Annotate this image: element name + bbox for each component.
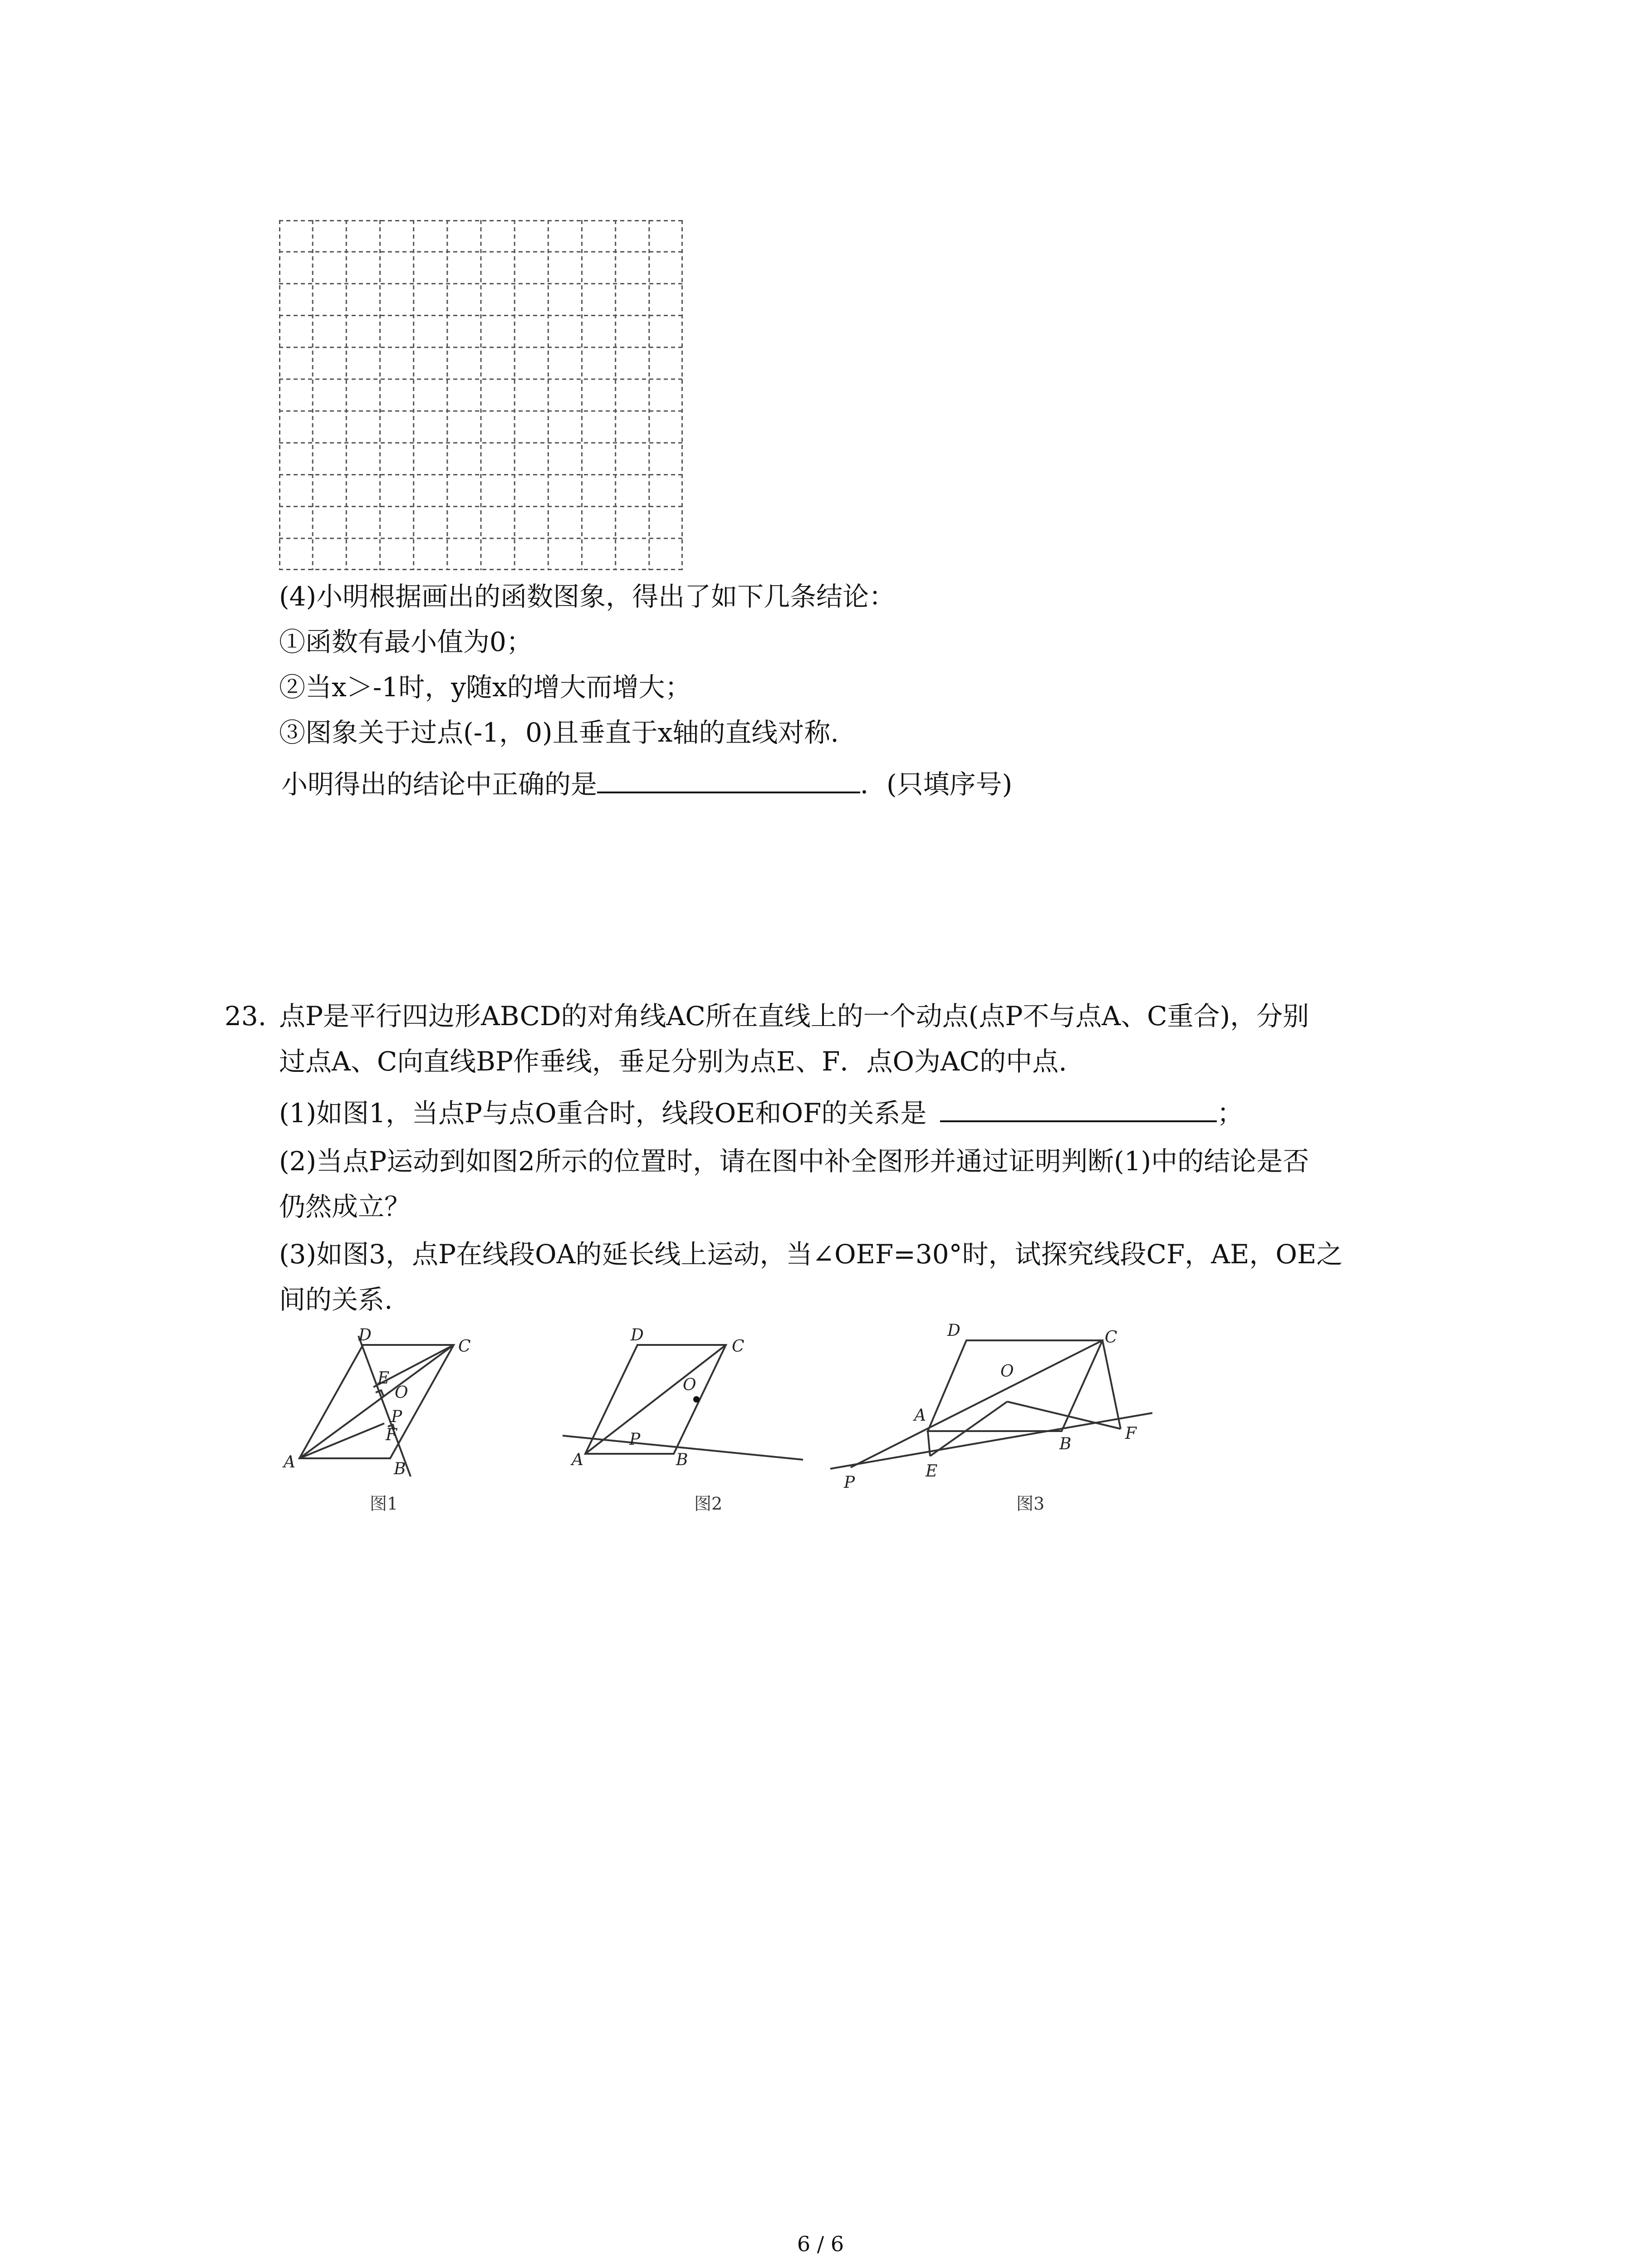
fig1-label-c: C — [458, 1337, 471, 1356]
q23-sub3-line1: (3)如图3，点P在线段OA的延长线上运动，当∠OEF=30°时，试探究线段CF，AE，OE之 — [279, 1239, 1343, 1270]
part4-intro: (4)小明根据画出的函数图象，得出了如下几条结论： — [279, 581, 896, 612]
fig2-midpoint-o — [693, 1396, 700, 1403]
q23-stem-line2: 过点A、C向直线BP作垂线，垂足分别为点E、F．点O为AC的中点. — [279, 1046, 1067, 1077]
fig3-label-b: B — [1059, 1435, 1072, 1453]
fig1-label-a: A — [284, 1453, 295, 1471]
fig2-label-b: B — [676, 1451, 688, 1469]
fig2-label-p: P — [629, 1430, 641, 1449]
fig3-label-d: D — [947, 1321, 960, 1340]
page-number: 6 / 6 — [797, 2232, 844, 2256]
fig3-label-f: F — [1125, 1424, 1136, 1443]
part4-question — [281, 764, 1012, 802]
fig1-label-p: P — [391, 1408, 402, 1426]
fig3-label-o: O — [1000, 1362, 1014, 1381]
fig2-label-d: D — [631, 1326, 644, 1344]
fig3-label-e: E — [926, 1462, 938, 1481]
q23-sub1 — [279, 1093, 1243, 1131]
answer-blank-part4[interactable] — [597, 764, 860, 793]
fig2-label-a: A — [572, 1451, 583, 1469]
part4-item3: ③图象关于过点(-1，0)且垂直于x轴的直线对称. — [279, 717, 839, 748]
fig3-label-c: C — [1105, 1328, 1117, 1347]
answer-blank-q23-1[interactable] — [940, 1093, 1217, 1122]
part4-question-suffix: ．(只填序号) — [860, 769, 1013, 800]
fig1-label-d: D — [358, 1326, 372, 1344]
fig1-label-o: O — [395, 1383, 408, 1402]
fig1-label-e: E — [377, 1369, 390, 1388]
dashed-grid — [279, 220, 683, 570]
fig1-label-f: F — [386, 1426, 397, 1444]
q23-sub1-suffix: ； — [1217, 1098, 1244, 1129]
q23-sub2-line2: 仍然成立？ — [279, 1191, 411, 1222]
fig3-label-a: A — [914, 1406, 926, 1425]
part4-item1: ①函数有最小值为0； — [279, 626, 533, 657]
part4-item2: ②当x＞-1时，y随x的增大而增大； — [279, 672, 691, 703]
figure-1 — [272, 1320, 535, 1515]
q23-stem-line1: 点P是平行四边形ABCD的对角线AC所在直线上的一个动点(点P不与点A、C重合)，分别 — [279, 1001, 1309, 1031]
q23-number: 23. — [225, 1001, 267, 1031]
q23-sub3-line2: 间的关系. — [279, 1284, 393, 1315]
fig2-caption: 图2 — [694, 1494, 723, 1514]
figure-1-lines — [299, 1336, 454, 1476]
q23-sub1-text: (1)如图1，当点P与点O重合时，线段OE和OF的关系是 — [279, 1098, 927, 1129]
fig3-caption: 图3 — [1016, 1494, 1045, 1514]
fig2-label-o: O — [683, 1376, 696, 1394]
figure-2 — [558, 1320, 821, 1515]
part4-question-text: 小明得出的结论中正确的是 — [281, 769, 598, 800]
q23-sub2-line1: (2)当点P运动到如图2所示的位置时，请在图中补全图形并通过证明判断(1)中的结论是否 — [279, 1146, 1309, 1177]
figure-3-lines — [830, 1340, 1152, 1469]
fig1-caption: 图1 — [370, 1494, 398, 1514]
figure-3 — [830, 1315, 1166, 1515]
fig2-label-c: C — [732, 1337, 745, 1356]
fig3-label-p: P — [844, 1473, 855, 1492]
figure-2-lines — [563, 1345, 803, 1460]
fig1-label-b: B — [394, 1460, 406, 1478]
